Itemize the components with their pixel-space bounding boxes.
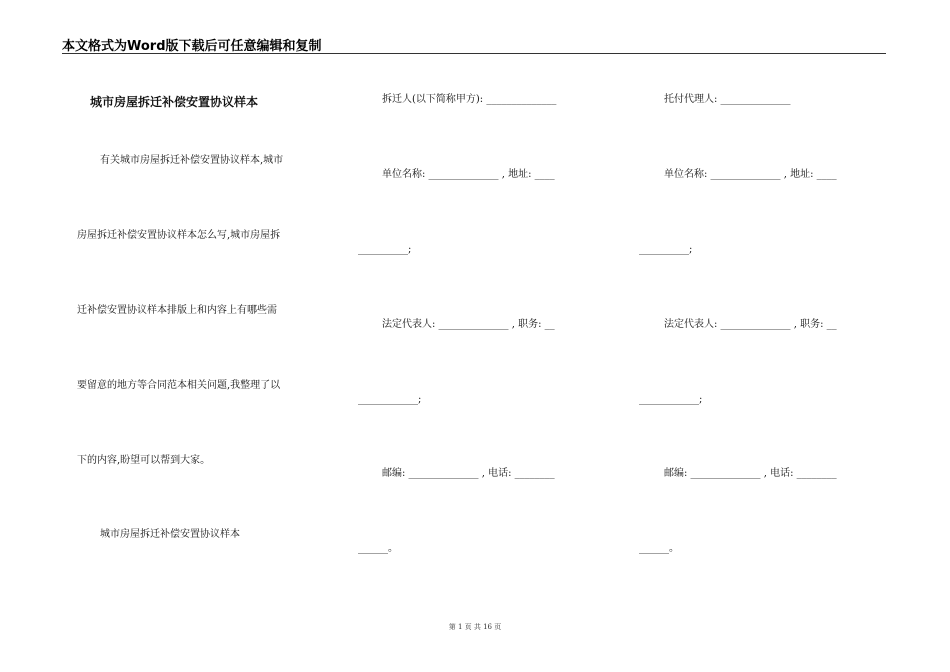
body-line: 要留意的地方等合同范本相关问题,我整理了以 [77,380,281,391]
form-line: ____________; [639,394,703,405]
form-line: 邮编: ______________ , 电话: ________ [382,468,555,479]
section-heading: 城市房屋拆迁补偿安置协议样本 [100,529,240,540]
form-line: __________; [358,244,412,255]
body-line: 房屋拆迁补偿安置协议样本怎么写,城市房屋拆 [77,230,281,241]
form-line: 拆迁人(以下简称甲方): ______________ [382,94,557,105]
header-text: 本文格式为Word版下载后可任意编辑和复制 [62,39,322,54]
page-number: 第 1 页 共 16 页 [448,623,502,631]
form-line: __________; [639,244,693,255]
form-line: 邮编: ______________ , 电话: ________ [664,468,837,479]
form-line: ______。 [358,543,398,554]
body-line: 迁补偿安置协议样本排版上和内容上有哪些需 [77,305,277,316]
form-line: 单位名称: ______________ , 地址: ____ [664,169,837,180]
form-line: 托付代理人: ______________ [664,94,791,105]
form-line: 单位名称: ______________ , 地址: ____ [382,169,555,180]
form-line: 法定代表人: ______________ , 职务: __ [664,319,837,330]
body-line: 下的内容,盼望可以帮到大家。 [77,455,211,466]
form-line: ____________; [358,394,422,405]
form-line: 法定代表人: ______________ , 职务: __ [382,319,555,330]
page-header [62,37,886,54]
form-line: ______。 [639,543,679,554]
document-title: 城市房屋拆迁补偿安置协议样本 [90,95,259,109]
body-line: 有关城市房屋拆迁补偿安置协议样本,城市 [100,155,284,166]
